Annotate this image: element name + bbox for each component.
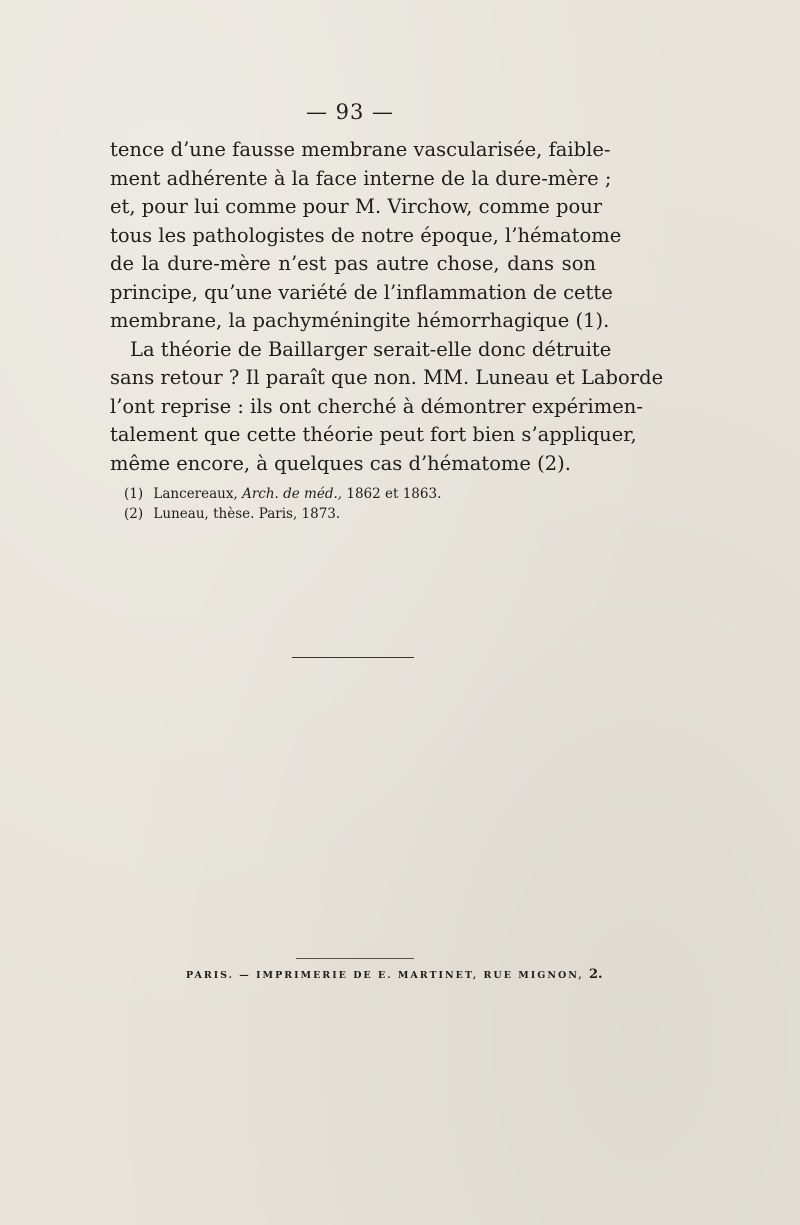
- text-line: tence d’une fausse membrane vascularisée, faible-: [110, 138, 611, 161]
- footnote-author: Lancereaux,: [153, 486, 238, 502]
- text-line: l’ont reprise : ils ont cherché à démontrer expérimen-: [110, 394, 643, 418]
- footnote-source: Arch. de méd.,: [242, 486, 343, 502]
- text-line: principe, qu’une variété de l’inflammation de cette: [110, 280, 613, 304]
- text-line: La théorie de Baillarger serait-elle donc détruite: [130, 337, 612, 361]
- printer-imprint: [186, 967, 603, 982]
- footnote-1: [124, 484, 441, 504]
- text-line: talement que cette théorie peut fort bien s’appliquer,: [110, 423, 637, 446]
- text-line: tous les pathologistes de notre époque, l’hématome: [110, 223, 622, 247]
- footnote-marker: (2): [124, 506, 144, 522]
- footnote-details: thèse. Paris, 1873.: [213, 506, 341, 522]
- text-line: et, pour lui comme pour M. Virchow, comme pour: [110, 195, 603, 218]
- footnote-author: Luneau,: [153, 506, 209, 522]
- text-line: ment adhérente à la face interne de la dure-mère ;: [110, 166, 612, 190]
- imprint-number: 2.: [588, 967, 603, 982]
- imprint-text: PARIS. — IMPRIMERIE DE E. MARTINET, RUE MIGNON,: [186, 970, 584, 981]
- footnotes: [124, 484, 441, 524]
- body-text: [110, 136, 664, 478]
- page-number: — 93 —: [305, 100, 395, 124]
- footnote-marker: (1): [124, 486, 144, 502]
- text-line: de la dure-mère n’est pas autre chose, dans son: [110, 252, 596, 275]
- imprint-rule: [296, 958, 414, 959]
- text-line: même encore, à quelques cas d’hématome (2).: [110, 451, 571, 475]
- text-line: membrane, la pachyméningite hémorrhagique (1).: [110, 309, 610, 332]
- section-rule: [292, 657, 414, 658]
- footnote-details: 1862 et 1863.: [346, 486, 442, 502]
- text-line: sans retour ? Il paraît que non. MM. Luneau et Laborde: [110, 366, 664, 389]
- footnote-2: [124, 504, 441, 524]
